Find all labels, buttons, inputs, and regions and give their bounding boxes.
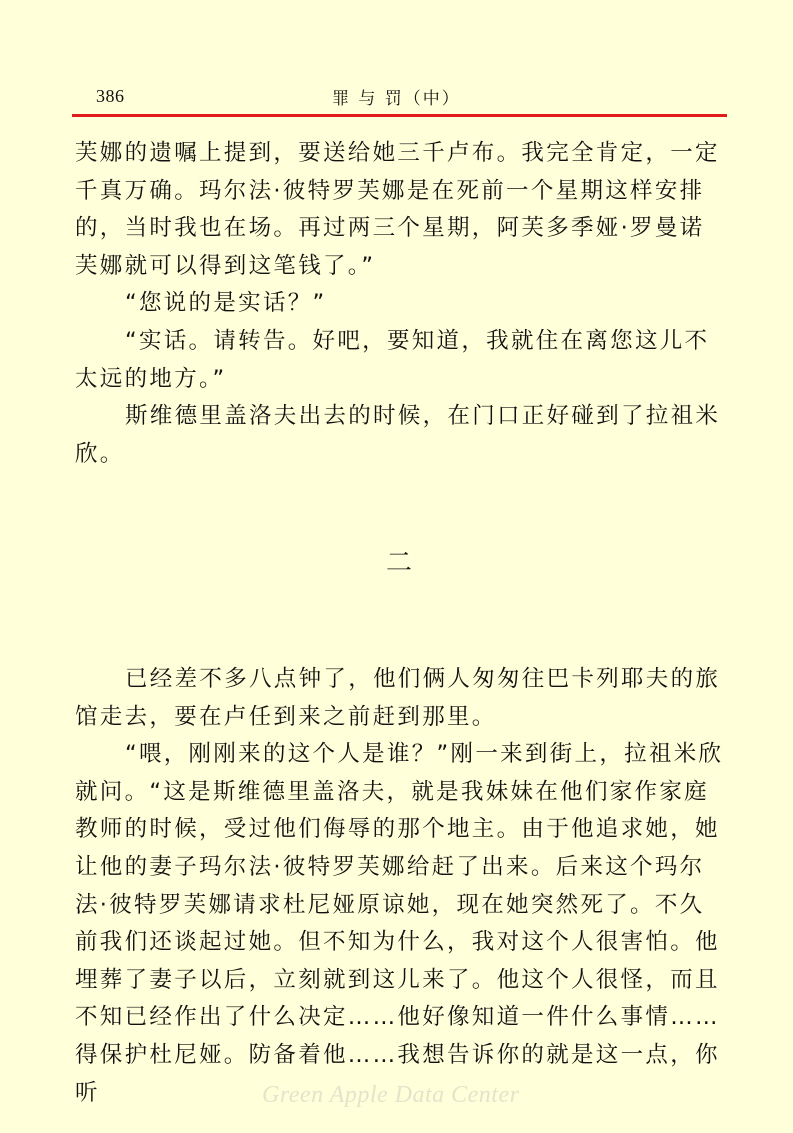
paragraph: 已经差不多八点钟了，他们俩人匆匆往巴卡列耶夫的旅馆走去，要在卢任到来之前赶到那里。	[75, 666, 721, 730]
text-block-top	[75, 135, 725, 473]
paragraph: 芙娜的遗嘱上提到，要送给她三千卢布。我完全肯定，一定千真万确。玛尔法·彼特罗芙娜是在死前一个星期这样安排的，当时我也在场。再过两三个星期，阿芙多季娅·罗曼诺芙娜就可以得到这笔钱了。”	[75, 140, 720, 279]
running-title: 罪 与 罚（中）	[332, 89, 461, 109]
paragraph: “喂，刚刚来的这个人是谁？”刚一来到街上，拉祖米欣就问。“这是斯维德里盖洛夫，就是我妹妹在他们家作家庭教师的时候，受过他们侮辱的那个地主。由于他追求她，她让他的妻子玛尔法·彼特罗芙娜给赶了出来。后来这个玛尔法·彼特罗芙娜请求杜尼娅原谅她，现在她突然死了。不久前我们还谈起过她。但不知为什么，我对这个人很害怕。他埋葬了妻子以后，立刻就到这儿来了。他这个人很怪，而且不知已经作出了什么决定……他好像知道一件什么事情……得保护杜尼娅。防备着他……我想告诉你的就是这一点，你听	[75, 741, 724, 1106]
page-number: 386	[96, 86, 125, 106]
section-heading: 二	[386, 548, 413, 578]
paragraph: “您说的是实话？”	[125, 290, 327, 317]
text-block-bottom	[75, 661, 725, 1112]
paragraph: 斯维德里盖洛夫出去的时候，在门口正好碰到了拉祖米欣。	[75, 403, 721, 467]
paragraph: “实话。请转告。好吧，要知道，我就住在离您这儿不太远的地方。”	[75, 327, 710, 392]
header-rule	[72, 114, 727, 117]
page-header	[72, 84, 727, 112]
watermark: Green Apple Data Center	[262, 1082, 520, 1108]
